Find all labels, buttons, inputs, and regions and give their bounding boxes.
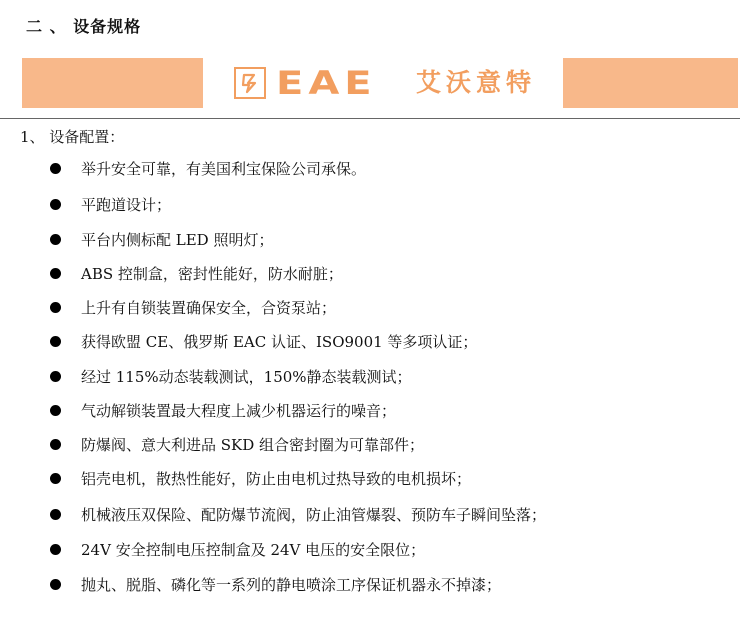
- feature-text: 机械液压双保险、配防爆节流阀，防止油管爆裂、预防车子瞬间坠落；: [81, 506, 547, 524]
- bullet-icon: [50, 509, 61, 520]
- bullet-icon: [50, 302, 61, 313]
- bullet-icon: [50, 544, 61, 555]
- bullet-icon: [50, 405, 61, 416]
- feature-text: 24V 安全控制电压控制盒及 24V 电压的安全限位；: [81, 541, 426, 559]
- bullet-icon: [50, 439, 61, 450]
- divider: [0, 118, 740, 119]
- section-title: 二 、 设备规格: [26, 17, 142, 36]
- bullet-icon: [50, 163, 61, 174]
- feature-text: ABS 控制盒，密封性能好，防水耐脏；: [81, 265, 343, 283]
- feature-text: 气动解锁装置最大程度上减少机器运行的噪音；: [81, 402, 397, 420]
- brand-name-cn: 艾沃意特: [416, 68, 537, 97]
- bullet-icon: [50, 473, 61, 484]
- feature-text: 举升安全可靠，有美国利宝保险公司承保。: [81, 160, 367, 178]
- bullet-icon: [50, 199, 61, 210]
- config-title: 1、 设备配置：: [20, 128, 125, 146]
- brand-logo: [234, 66, 536, 100]
- feature-text: 经过 115%动态装载测试，150%静态装载测试；: [81, 368, 412, 386]
- eae-logo-icon: [234, 67, 266, 99]
- feature-text: 获得欧盟 CE、俄罗斯 EAC 认证、ISO9001 等多项认证；: [81, 333, 478, 351]
- bullet-icon: [50, 268, 61, 279]
- brand-banner: [22, 58, 738, 108]
- bullet-icon: [50, 579, 61, 590]
- feature-text: 平跑道设计；: [81, 196, 172, 214]
- feature-text: 抛丸、脱脂、磷化等一系列的静电喷涂工序保证机器永不掉漆；: [81, 576, 502, 594]
- bullet-icon: [50, 371, 61, 382]
- eae-logo-icon-svg: [238, 71, 262, 95]
- feature-text: 上升有自锁装置确保安全，合资泵站；: [81, 299, 337, 317]
- bullet-icon: [50, 336, 61, 347]
- brand-bar-right: [563, 58, 738, 108]
- bullet-icon: [50, 234, 61, 245]
- brand-name-en: EAE: [276, 64, 377, 102]
- feature-text: 铝壳电机，散热性能好，防止由电机过热导致的电机损坏；: [81, 470, 472, 488]
- feature-text: 防爆阀、意大利进品 SKD 组合密封圈为可靠部件；: [81, 436, 425, 454]
- brand-bar-left: [22, 58, 203, 108]
- feature-text: 平台内侧标配 LED 照明灯；: [81, 231, 274, 249]
